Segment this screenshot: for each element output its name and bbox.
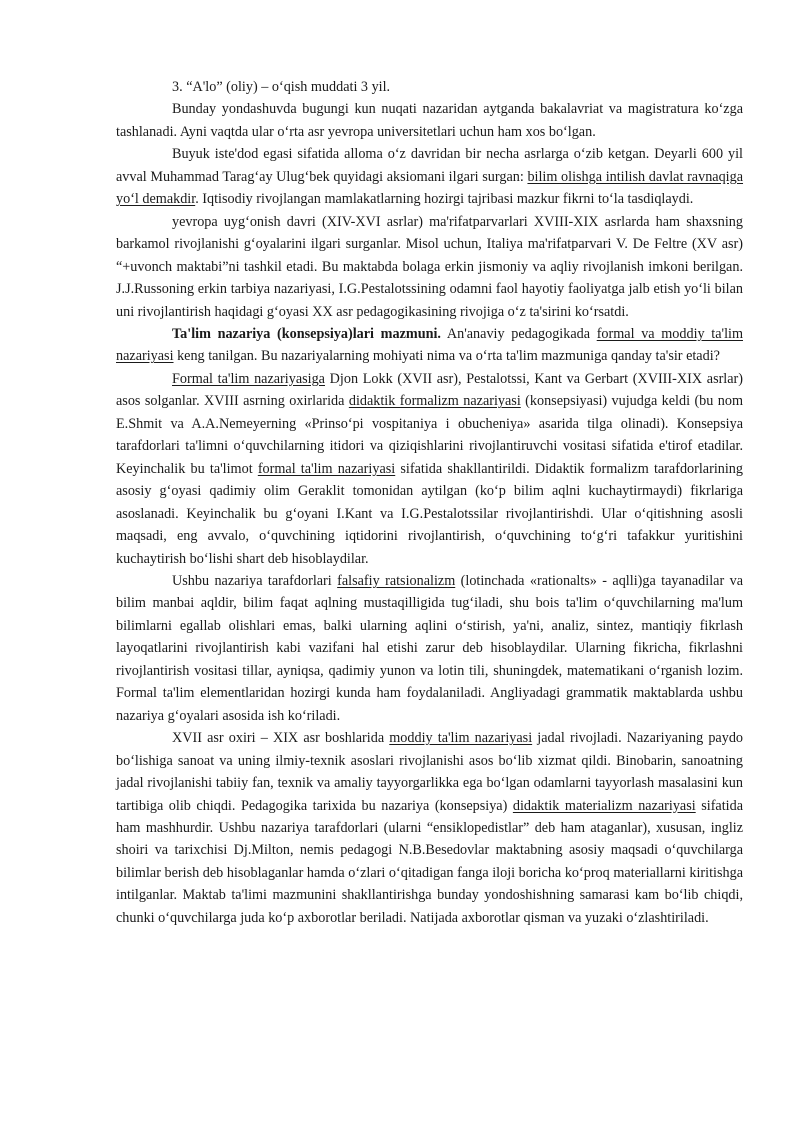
paragraph-text: Bunday yondashuvda bugungi kun nuqati nazaridan aytganda bakalavriat va magistratura koʻzga tashlanadi. Ayni vaqtda ular oʻrta asr yevropa universitetlari uchun ham xos boʻlgan. [116, 101, 743, 140]
paragraph-text: (lotinchada «rationalts» - aqlli)ga tayanadilar va bilim manbai aqldir, bilim faqat aqlning mustaqilligida tugʻiladi, shu bois ta'lim oʻquvchilarning ma'lum bilimlarni egallab olishlari emas, balki ularning aqlini oʻstirish, ya'ni, analiz, sintez, mantiqiy fikrlash layoqatlarini rivojlantirish kabi vazifani hal etishi zarur deb hisoblaydilar. Ularning fikricha, fikrlashni rivojlantirish vositasi tillar, ayniqsa, qadimiy yunon va lotin tili, shuningdek, matematikani oʻrganish lozim. Formal ta'lim elementlaridan hozirgi kunda ham foydalaniladi. Angliyadagi grammatik maktablarda ushbu nazariya gʻoyalari asosida ish koʻriladi. [116, 572, 743, 724]
paragraph-text: XVII asr oxiri – XIX asr boshlarida [172, 730, 390, 747]
underlined-term: formal ta'lim nazariyasi [257, 460, 396, 477]
paragraph-text: (konsepsiyasi) vujudga keldi (bu nom E.Shmit va A.A.Nemeyerning «Prinsoʻpi vospitaniya i obucheniya» asarida tilga olinadi). Konsepsiya tarafdorlari ta'limni oʻquvchilarning itidori va qiziqishlarini rivojlantiruvchi vositasi sifatida e'tirof etadilar. Keyinchalik bu ta'limot [116, 393, 743, 477]
underlined-term: moddiy ta'lim nazariyasi [389, 730, 533, 747]
paragraph-text: Djon Lokk (XVII asr), Pestalotssi, Kant va Gerbart (XVIII-XIX asrlar) asos solganlar. XVIII asrning oxirlarida [116, 370, 743, 410]
underlined-term: didaktik formalizm nazariyasi [348, 393, 521, 410]
paragraph-1 [116, 76, 743, 98]
document-page [116, 76, 743, 929]
paragraph-6 [116, 368, 743, 570]
paragraph-text: An'anaviy pedagogikada [440, 325, 597, 342]
paragraph-text: jadal rivojladi. Nazariyaning paydo boʻlishiga sanoat va uning ilmiy-texnik asoslari rivojlanishi asos boʻlib xizmat qildi. Binobarin, sanoatning jadal rivojlanishi tabiiy fan, texnik va amaliy tayyorgarlikka ega boʻlgan odamlarni tayyorlash masalasini kun tartibiga olib chiqdi. Pedagogika tarixida bu nazariya (konsepsiya) [116, 730, 744, 814]
paragraph-3 [116, 143, 743, 210]
paragraph-text: 3. “A'lo” (oliy) – oʻqish muddati 3 yil. [172, 79, 391, 95]
underlined-term: formal va moddiy ta'lim nazariyasi [116, 325, 743, 365]
paragraph-8 [116, 727, 743, 929]
section-heading: Ta'lim nazariya (konsepsiya)lari mazmuni. [172, 325, 441, 342]
paragraph-7 [116, 570, 743, 727]
underlined-term: falsafiy ratsionalizm [337, 572, 456, 589]
paragraph-text: Ushbu nazariya tarafdorlari [172, 572, 338, 589]
paragraph-text: Buyuk iste'dod egasi sifatida alloma oʻz davridan bir necha asrlarga oʻzib ketgan. Deyarli 600 yil avval Muhammad Taragʻay Ulugʻbek quyidagi aksiomani ilgari surgan: [116, 146, 743, 185]
underlined-term: bilim olishga intilish davlat ravnaqiga yoʻl demakdir [116, 168, 744, 208]
paragraph-5 [116, 323, 743, 368]
paragraph-4 [116, 211, 743, 323]
paragraph-text: . Iqtisodiy rivojlangan mamlakatlarning hozirgi tajribasi mazkur fikrni toʻla tasdiqlaydi. [195, 191, 694, 208]
paragraph-text: sifatida shakllantirildi. Didaktik formalizm tarafdorlarining asosiy gʻoyasi qadimiy olim Geraklit tomonidan aytilgan (koʻp bilim aqlni kuchaytirmaydi) fikrlariga asoslanadi. Keyinchalik bu gʻoyani I.Kant va I.G.Pestalotssilar rivojlantirishdi. Ular oʻqitishning asosli maqsadi, eng avvalo, oʻquvchining iqtidorini rivojlantirish, oʻquvchining toʻgʻri tafakkur yuritishini kuchaytirish boʻlishi shart deb hisoblaydilar. [116, 460, 743, 567]
underlined-term: didaktik materializm nazariyasi [512, 797, 696, 814]
paragraph-text: yevropa uygʻonish davri (XIV-XVI asrlar) ma'rifatparvarlari XVIII-XIX asrlarda ham shaxsning barkamol rivojlanishi gʻoyalarini ilgari surganlar. Misol uchun, Italiya ma'rifatparvari V. De Feltre (XV asr) “+uvonch maktabi”ni tashkil etadi. Bu maktabda bolaga erkin jismoniy va aqliy rivojlanish imkoni berilgan. J.J.Russoning erkin tarbiya nazariyasi, I.G.Pestalotssining odamni faol hayotiy faoliyatga jalb etish yoʻli bilan uni rivojlantirish haqidagi gʻoyasi XX asr pedagogikasining rivojiga oʻz ta'sirini koʻrsatdi. [116, 213, 743, 320]
paragraph-text: keng tanilgan. Bu nazariyalarning mohiyati nima va oʻrta ta'lim mazmuniga qanday ta'sir etadi? [173, 348, 720, 365]
underlined-term: Formal ta'lim nazariyasiga [172, 370, 325, 387]
paragraph-text: sifatida ham mashhurdir. Ushbu nazariya tarafdorlari (ularni “ensiklopedistlar” deb ham ataganlar), xususan, ingliz shoiri va tarixchisi Dj.Milton, nemis pedagogi N.B.Besedovlar maktabning asosiy maqsadi oʻquvchilarga bilimlar berish deb hisoblaganlar hamda oʻzlari oʻqitadigan fanga iloji boricha koʻproq materiallarni kiritishga intilganlar. Maktab ta'limi mazmunini shakllantirishga bunday yondoshishning samarasi kam boʻlib chiqdi, chunki oʻquvchilarga juda koʻp axborotlar beriladi. Natijada axborotlar qisman va yuzaki oʻzlashtiriladi. [116, 797, 743, 926]
paragraph-2 [116, 98, 743, 143]
